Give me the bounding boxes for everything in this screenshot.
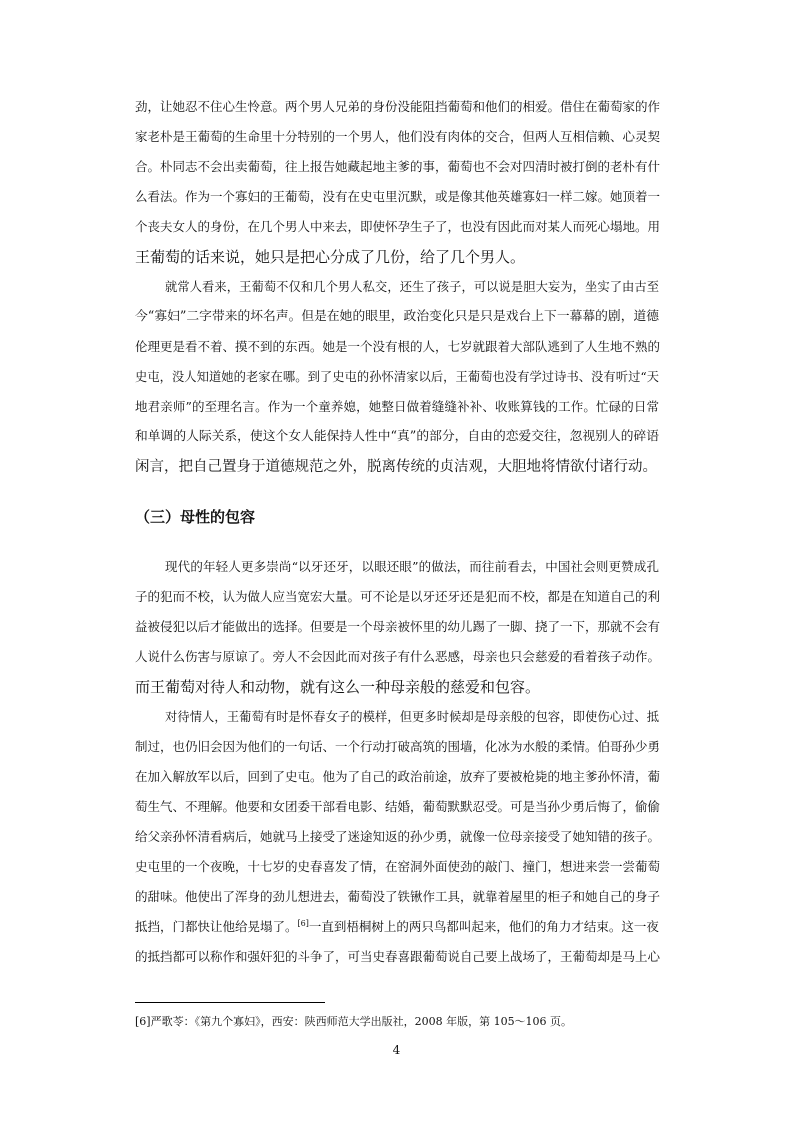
paragraph-line: 合。朴同志不会出卖葡萄，往上报告她藏起地主爹的事，葡萄也不会对四清时被打倒的老朴有什 (135, 159, 661, 174)
paragraph-line: 现代的年轻人更多崇尚“以牙还牙，以眼还眼”的做法，而往前看去，中国社会则更赞成孔 (165, 559, 659, 574)
page-number: 4 (392, 1043, 401, 1057)
paragraph-line: 对待情人，王葡萄有时是怀春女子的模样，但更多时候却是母亲般的包容，即使伤心过、抵 (165, 710, 659, 724)
paragraph-line: 史屯，没人知道她的老家在哪。到了史屯的孙怀清家以后，王葡萄也没有学过诗书、没有听过“天 (135, 370, 659, 384)
paragraph-line: 人说什么伤害与原谅了。旁人不会因此而对孩子有什么恶感，母亲也只会慈爱的看着孩子动作。 (135, 649, 661, 664)
paragraph-line: 子的犯而不校，认为做人应当宽宏大量。可不论是以牙还牙还是犯而不校，都是在知道自己的利 (135, 589, 661, 604)
footnote: [6]严歌苓：《第九个寡妇》，西安：陕西师范大学出版社，2008 年版，第 105～106 页。 (135, 1015, 573, 1028)
line-text: 抵挡，门都快让他给晃塌了。 (135, 919, 298, 934)
paragraph-line: 劲，让她忍不住心生怜意。两个男人兄弟的身份没能阻挡葡萄和他们的相爱。借住在葡萄家的作 (135, 99, 661, 114)
paragraph-line (135, 917, 659, 937)
paragraph-line: 今“寡妇”二字带来的坏名声。但是在她的眼里，政治变化只是只是戏台上下一幕幕的剧，道德 (135, 309, 659, 324)
paragraph-line: 王葡萄的话来说，她只是把心分成了几份，给了几个男人。 (135, 248, 526, 266)
paragraph-line: 在加入解放军以后，回到了史屯。他为了自己的政治前途，放弃了要被枪毙的地主爹孙怀清，葡 (135, 769, 661, 784)
paragraph-line: 给父亲孙怀清看病后，她就马上接受了迷途知返的孙少勇，就像一位母亲接受了她知错的孩子。 (135, 829, 661, 844)
paragraph-line: 地君亲师”的至理名言。作为一个童养媳，她整日做着缝缝补补、收账算钱的工作。忙碌的日常 (135, 399, 659, 414)
footnote-separator (135, 1002, 325, 1003)
paragraph-line: 而王葡萄对待人和动物，就有这么一种母亲般的慈爱和包容。 (135, 678, 541, 696)
paragraph-line: 制过，也仍旧会因为他们的一句话、一个行动打破高筑的围墙，化冰为水般的柔情。伯哥孙少勇 (135, 739, 661, 754)
section-heading: （三）母性的包容 (135, 508, 256, 526)
paragraph-line: 个丧夫女人的身份，在几个男人中来去，即使怀孕生子了，也没有因此而对某人而死心塌地。用 (135, 219, 661, 234)
paragraph-line: 么看法。作为一个寡妇的王葡萄，没有在史屯里沉默，或是像其他英雄寡妇一样二嫁。她顶着一 (135, 189, 661, 204)
line-text: 一直到梧桐树上的两只鸟都叫起来，他们的角力才结束。这一夜 (308, 919, 659, 934)
paragraph-line: 的抵挡都可以称作和强奸犯的斗争了，可当史春喜跟葡萄说自己要上战场了，王葡萄却是马上心 (135, 949, 661, 964)
paragraph-line: 史屯里的一个夜晚，十七岁的史春喜发了情，在窑洞外面使劲的敲门、撞门，想进来尝一尝葡萄 (135, 859, 661, 874)
paragraph-line: 益被侵犯以后才能做出的选择。但要是一个母亲被怀里的幼儿踢了一脚、挠了一下，那就不会有 (135, 619, 661, 634)
paragraph-line: 就常人看来，王葡萄不仅和几个男人私交，还生了孩子，可以说是胆大妄为，坐实了由古至 (165, 280, 659, 294)
paragraph-line: 的甜味。他使出了浑身的劲儿想进去，葡萄没了铁锹作工具，就靠着屋里的柜子和她自己的身子 (135, 889, 661, 904)
paragraph-line: 伦理更是看不着、摸不到的东西。她是一个没有根的人，七岁就跟着大部队逃到了人生地不熟的 (135, 339, 661, 354)
footnote-reference[interactable]: [6] (297, 918, 309, 928)
paragraph-line: 萄生气、不理解。他要和女团委干部看电影、结婚，葡萄默默忍受。可是当孙少勇后悔了，偷偷 (135, 799, 661, 814)
paragraph-line: 家老朴是王葡萄的生命里十分特别的一个男人，他们没有肉体的交合，但两人互相信赖、心灵契 (135, 129, 661, 144)
paragraph-line: 和单调的人际关系，使这个女人能保持人性中“真”的部分，自由的恋爱交往，忽视别人的碎语 (135, 429, 659, 444)
paragraph-line: 闲言，把自己置身于道德规范之外，脱离传统的贞洁观，大胆地将情欲付诸行动。 (135, 459, 657, 475)
